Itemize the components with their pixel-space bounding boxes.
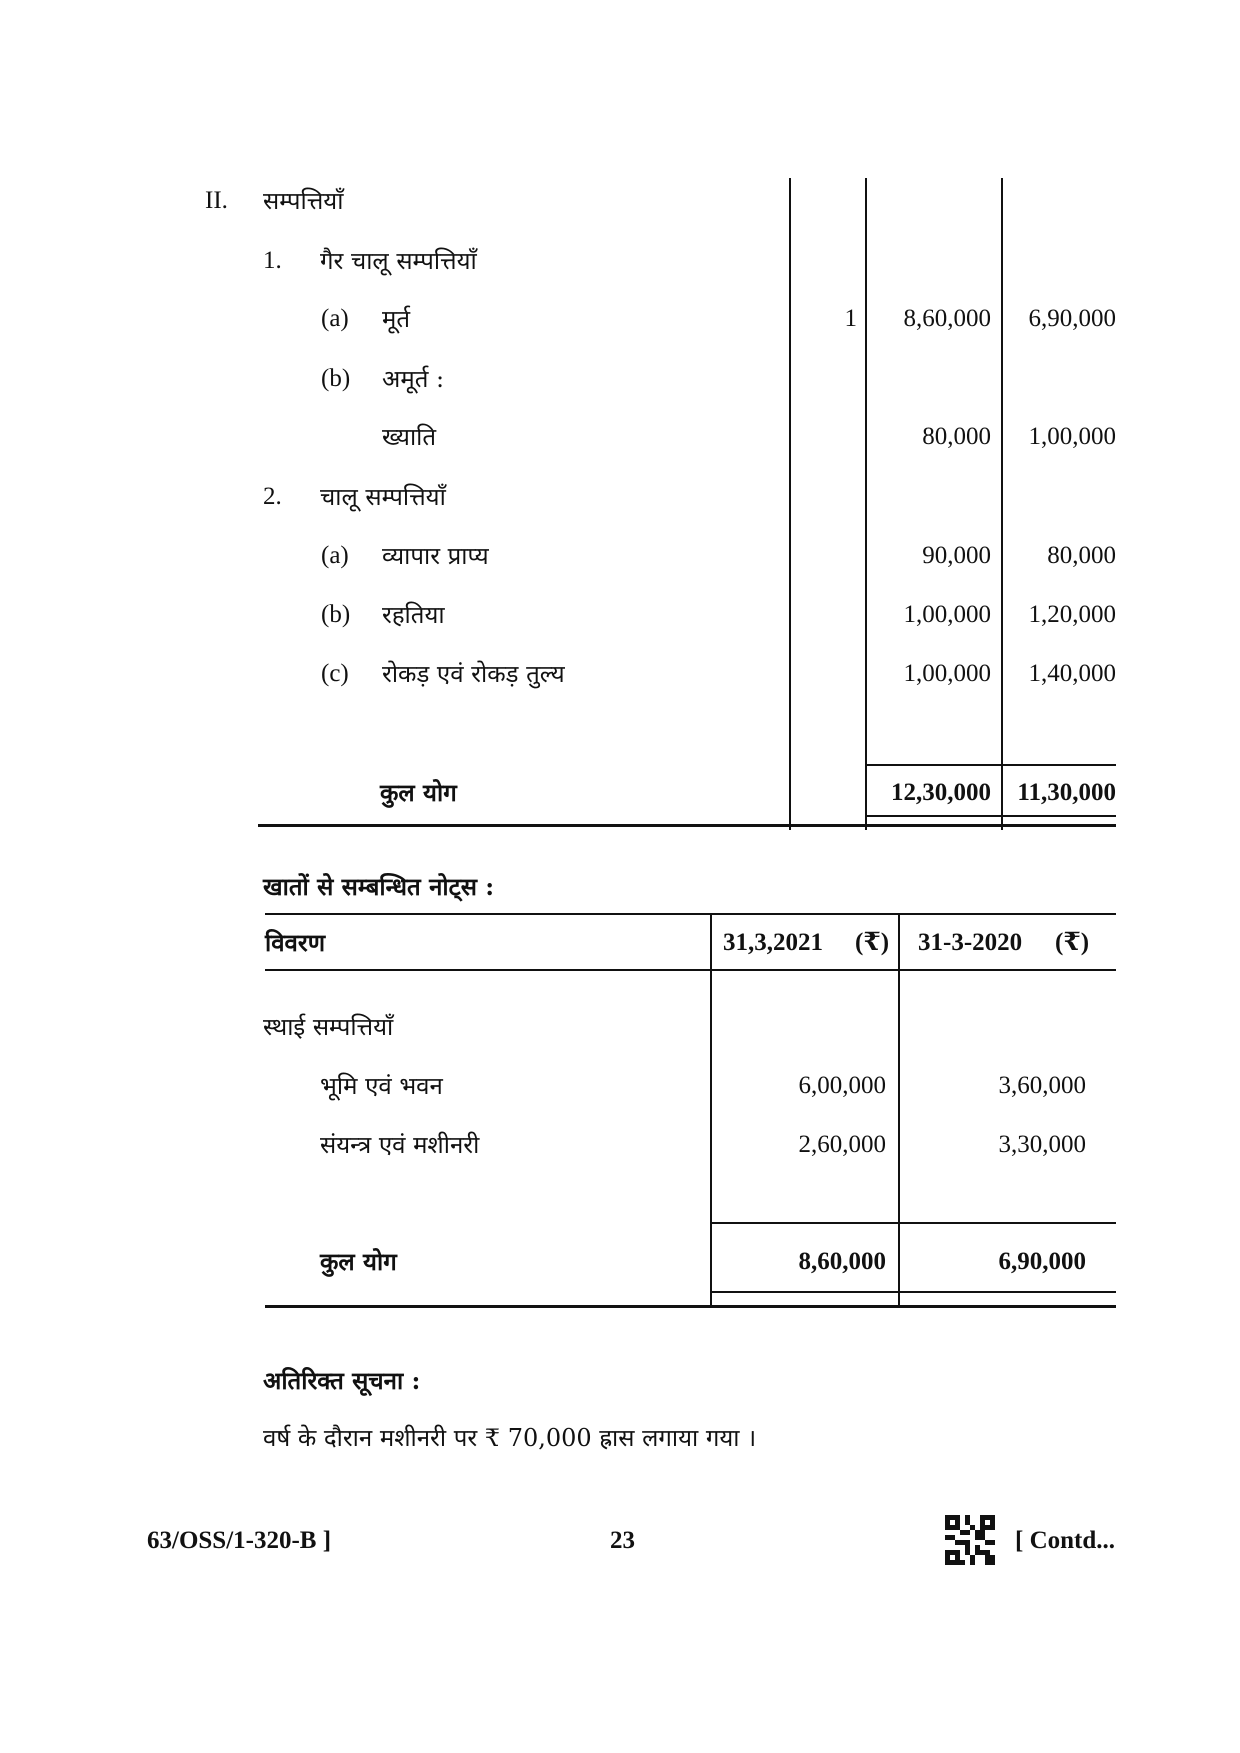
section-numeral: II. (205, 187, 228, 214)
notes-total-bottom-rule-1 (710, 1291, 1116, 1293)
section-label: सम्पत्तियाँ (263, 187, 344, 215)
note-column-left-rule (789, 178, 791, 830)
plant-machinery-label: संयन्त्र एवं मशीनरी (320, 1131, 480, 1159)
notes-header-2020: 31-3-2020 (918, 929, 1023, 956)
goodwill-label: ख्याति (382, 423, 437, 451)
land-building-label: भूमि एवं भवन (320, 1072, 443, 1100)
notes-total-label: कुल योग (320, 1247, 397, 1276)
goodwill-2020: 1,00,000 (1028, 423, 1116, 450)
current-label: चालू सम्पत्तियाँ (320, 483, 446, 511)
footer-page-number: 23 (610, 1527, 635, 1554)
notes-total-bottom-rule-2 (265, 1305, 1116, 1308)
tangible-note-ref: 1 (844, 305, 857, 332)
non-current-number: 1. (263, 247, 282, 274)
current-number: 2. (263, 483, 282, 510)
receivables-letter: (a) (321, 542, 349, 569)
notes-header-2021-currency: (₹) (855, 929, 890, 956)
non-current-label: गैर चालू सम्पत्तियाँ (320, 247, 477, 275)
notes-header-particulars: विवरण (265, 928, 326, 957)
plant-machinery-2020: 3,30,000 (998, 1131, 1086, 1158)
notes-header-2020-currency: (₹) (1055, 929, 1090, 956)
notes-total-2020: 6,90,000 (998, 1248, 1086, 1275)
total-bottom-rule-2 (258, 824, 1116, 827)
notes-total-top-rule (710, 1222, 1116, 1224)
inventory-2021: 1,00,000 (903, 601, 991, 628)
receivables-label: व्यापार प्राप्य (382, 542, 489, 570)
notes-heading: खातों से सम्बन्धित नोट्स : (263, 872, 495, 901)
tangible-letter: (a) (321, 305, 349, 332)
tangible-label: मूर्त (382, 305, 411, 333)
cash-label: रोकड़ एवं रोकड़ तुल्य (382, 660, 565, 688)
additional-heading: अतिरिक्त सूचना : (263, 1366, 421, 1395)
notes-top-rule (265, 913, 1116, 915)
footer-contd: [ Contd... (1015, 1527, 1116, 1554)
notes-total-2021: 8,60,000 (798, 1248, 886, 1275)
total-2020: 11,30,000 (1017, 779, 1116, 806)
inventory-label: रहतिया (382, 601, 445, 629)
fixed-assets-label: स्थाई सम्पत्तियाँ (263, 1013, 394, 1041)
land-building-2020: 3,60,000 (998, 1072, 1086, 1099)
additional-text: वर्ष के दौरान मशीनरी पर ₹ 70,000 ह्रास लगाया गया । (263, 1424, 757, 1452)
goodwill-2021: 80,000 (922, 423, 991, 450)
year-column-divider (1001, 178, 1003, 830)
tangible-2020: 6,90,000 (1028, 305, 1116, 332)
notes-header-2021: 31,3,2021 (723, 929, 823, 956)
footer-code: 63/OSS/1-320-B ] (147, 1527, 332, 1554)
cash-2021: 1,00,000 (903, 660, 991, 687)
notes-header-rule (265, 969, 1116, 971)
cash-2020: 1,40,000 (1028, 660, 1116, 687)
total-label: कुल योग (380, 778, 457, 807)
plant-machinery-2021: 2,60,000 (798, 1131, 886, 1158)
intangible-label: अमूर्त : (382, 365, 445, 393)
land-building-2021: 6,00,000 (798, 1072, 886, 1099)
total-top-rule (865, 764, 1116, 766)
inventory-2020: 1,20,000 (1028, 601, 1116, 628)
cash-letter: (c) (321, 660, 349, 687)
note-column-right-rule (865, 178, 867, 830)
receivables-2020: 80,000 (1047, 542, 1116, 569)
total-2021: 12,30,000 (891, 779, 991, 806)
tangible-2021: 8,60,000 (903, 305, 991, 332)
inventory-letter: (b) (321, 601, 351, 628)
qr-code-icon (945, 1515, 995, 1565)
intangible-letter: (b) (321, 365, 351, 392)
total-bottom-rule-1 (865, 815, 1116, 817)
receivables-2021: 90,000 (922, 542, 991, 569)
